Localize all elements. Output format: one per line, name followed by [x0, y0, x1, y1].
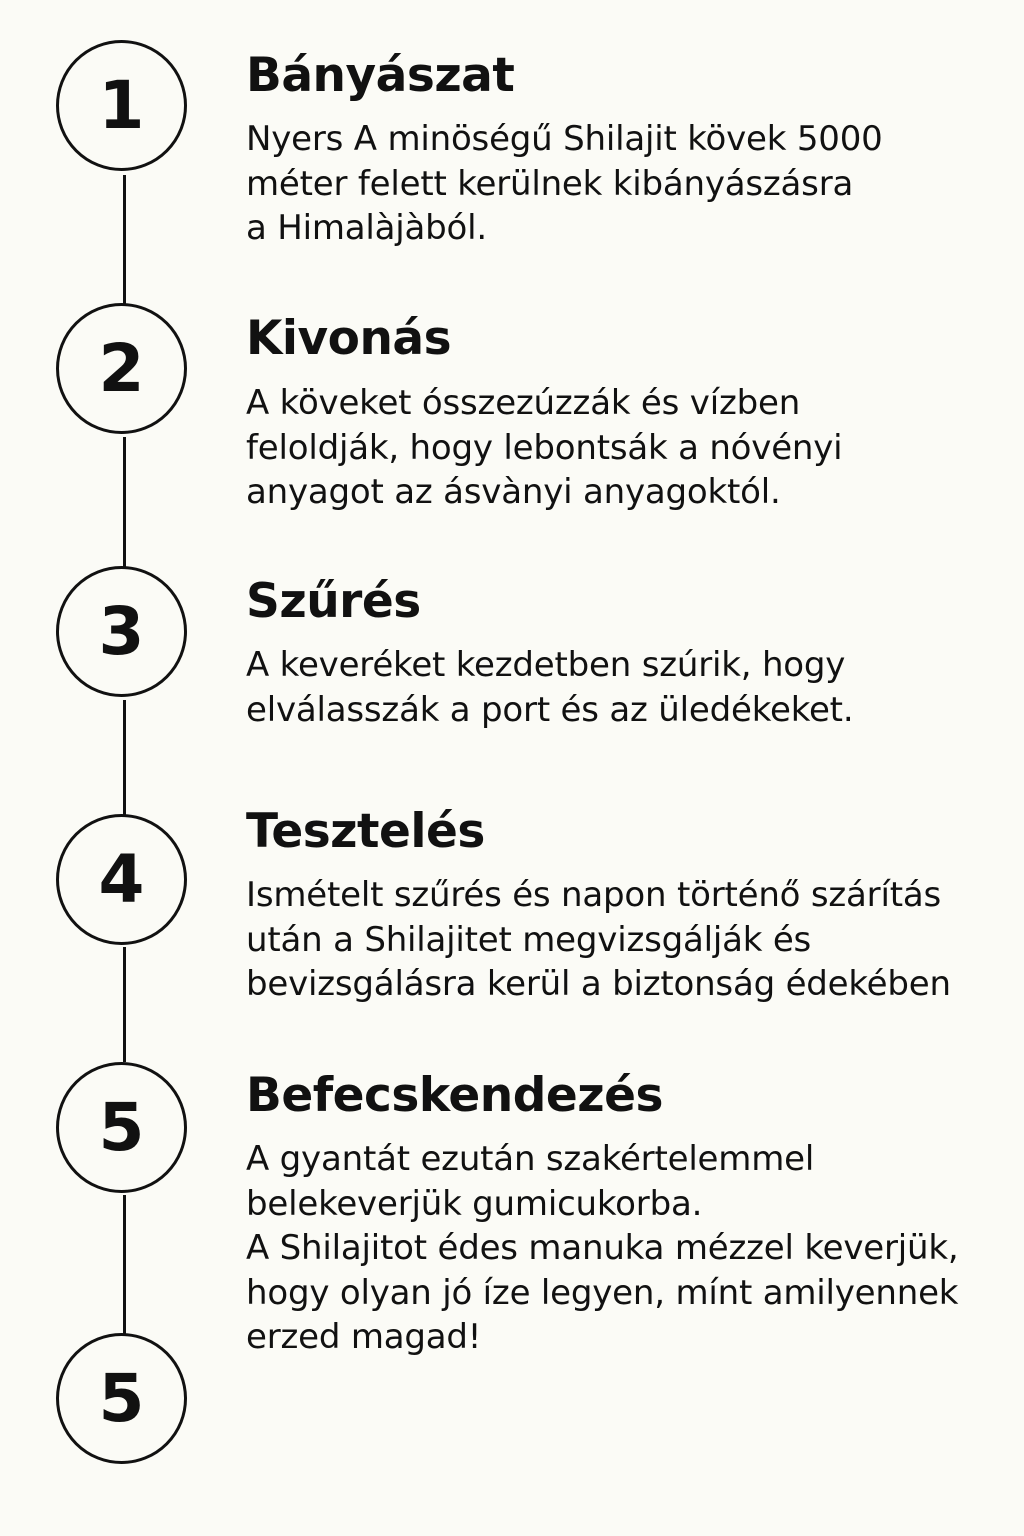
step-number-circle: [56, 40, 187, 171]
step-description-line: A gyantát ezután szakértelemmel: [246, 1139, 815, 1179]
step-description-line: után a Shilajitet megvizsgálják és: [246, 919, 812, 960]
step-description: [246, 381, 1016, 515]
step-number-circle: [56, 1062, 187, 1193]
step-number: 2: [98, 329, 145, 407]
step-number-circle: [56, 814, 187, 945]
step-description-line: anyagot az ásvànyi anyagoktól.: [246, 472, 781, 512]
step-description-line: méter felett kerülnek kibányászásra: [246, 163, 854, 204]
step-number: 1: [98, 66, 145, 144]
step-description: [246, 643, 1016, 732]
timeline-connector: [123, 1195, 126, 1335]
step-description-line: a Himalàjàból.: [246, 208, 488, 248]
step-title: Bányászat: [246, 48, 515, 103]
timeline-connector: [123, 700, 126, 815]
step-number: 4: [98, 840, 145, 918]
step-number: 5: [98, 1088, 145, 1166]
timeline-connector: [123, 175, 126, 305]
step-description-line: bevizsgálásra kerül a biztonság édekében: [246, 964, 951, 1004]
step-description-line: A köveket ósszezúzzák és vízben: [246, 383, 801, 423]
step-description: [246, 117, 1016, 251]
step-description-line: A Shilajitot édes manuka mézzel keverjük,: [246, 1228, 959, 1268]
step-description-line: feloldják, hogy lebontsák a nóvényi: [246, 427, 843, 468]
step-description: [246, 873, 1016, 1007]
step-description-line: erzed magad!: [246, 1317, 482, 1357]
step-description-line: A keveréket kezdetben szúrik, hogy: [246, 645, 846, 685]
step-title: Befecskendezés: [246, 1068, 663, 1123]
step-description-line: Nyers A minöségű Shilajit kövek 5000: [246, 119, 883, 159]
step-description-line: Ismételt szűrés és napon történő szárítás: [246, 875, 941, 915]
step-description: [246, 1137, 1016, 1360]
step-description-line: elválasszák a port és az üledékeket.: [246, 689, 854, 730]
step-description-line: hogy olyan jó íze legyen, mínt amilyennek: [246, 1272, 959, 1313]
step-title: Szűrés: [246, 574, 421, 629]
step-number-circle: [56, 566, 187, 697]
step-title: Tesztelés: [246, 804, 485, 859]
step-number: 5: [98, 1359, 145, 1437]
step-description-line: belekeverjük gumicukorba.: [246, 1183, 703, 1224]
step-title: Kivonás: [246, 311, 452, 366]
step-number: 3: [98, 592, 145, 670]
timeline-connector: [123, 437, 126, 567]
step-number-circle: [56, 303, 187, 434]
timeline-connector: [123, 947, 126, 1062]
step-number-circle: [56, 1333, 187, 1464]
